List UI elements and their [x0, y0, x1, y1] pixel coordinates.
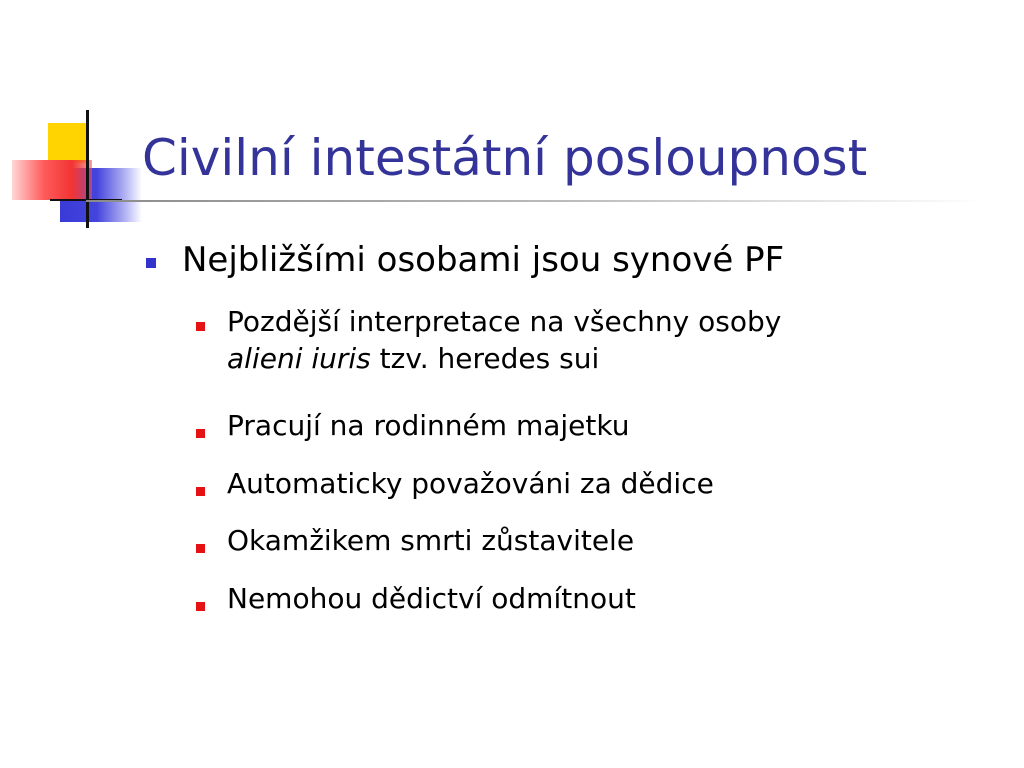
bullet-level2-item: Automaticky považováni za dědice	[227, 467, 714, 500]
bullet-marker-level2	[196, 487, 205, 496]
bullet-marker-level1	[146, 258, 156, 268]
bullet-level2-item: Okamžikem smrti zůstavitele	[227, 524, 635, 557]
slide-logo	[0, 0, 200, 240]
slide-title: Civilní intestátní posloupnost	[142, 129, 868, 187]
title-underline	[86, 200, 986, 202]
bullet-marker-level2	[196, 429, 205, 438]
logo-vertical-line	[86, 110, 89, 228]
logo-yellow-square	[48, 123, 86, 163]
bullet-level1-item: Nejbližšími osobami jsou synové PF	[182, 240, 785, 280]
bullet-text-line1: Pozdější interpretace na všechny osoby	[227, 305, 782, 338]
bullet-marker-level2	[196, 322, 205, 331]
bullet-level2-item: Pracují na rodinném majetku	[227, 409, 630, 442]
logo-red-square	[12, 160, 92, 200]
bullet-marker-level2	[196, 544, 205, 553]
bullet-text-italic: alieni iuris	[227, 342, 371, 375]
bullet-text-line2: tzv. heredes sui	[370, 342, 600, 375]
bullet-marker-level2	[196, 602, 205, 611]
bullet-level2-item: Nemohou dědictví odmítnout	[227, 582, 636, 615]
bullet-level2-item	[227, 303, 781, 377]
